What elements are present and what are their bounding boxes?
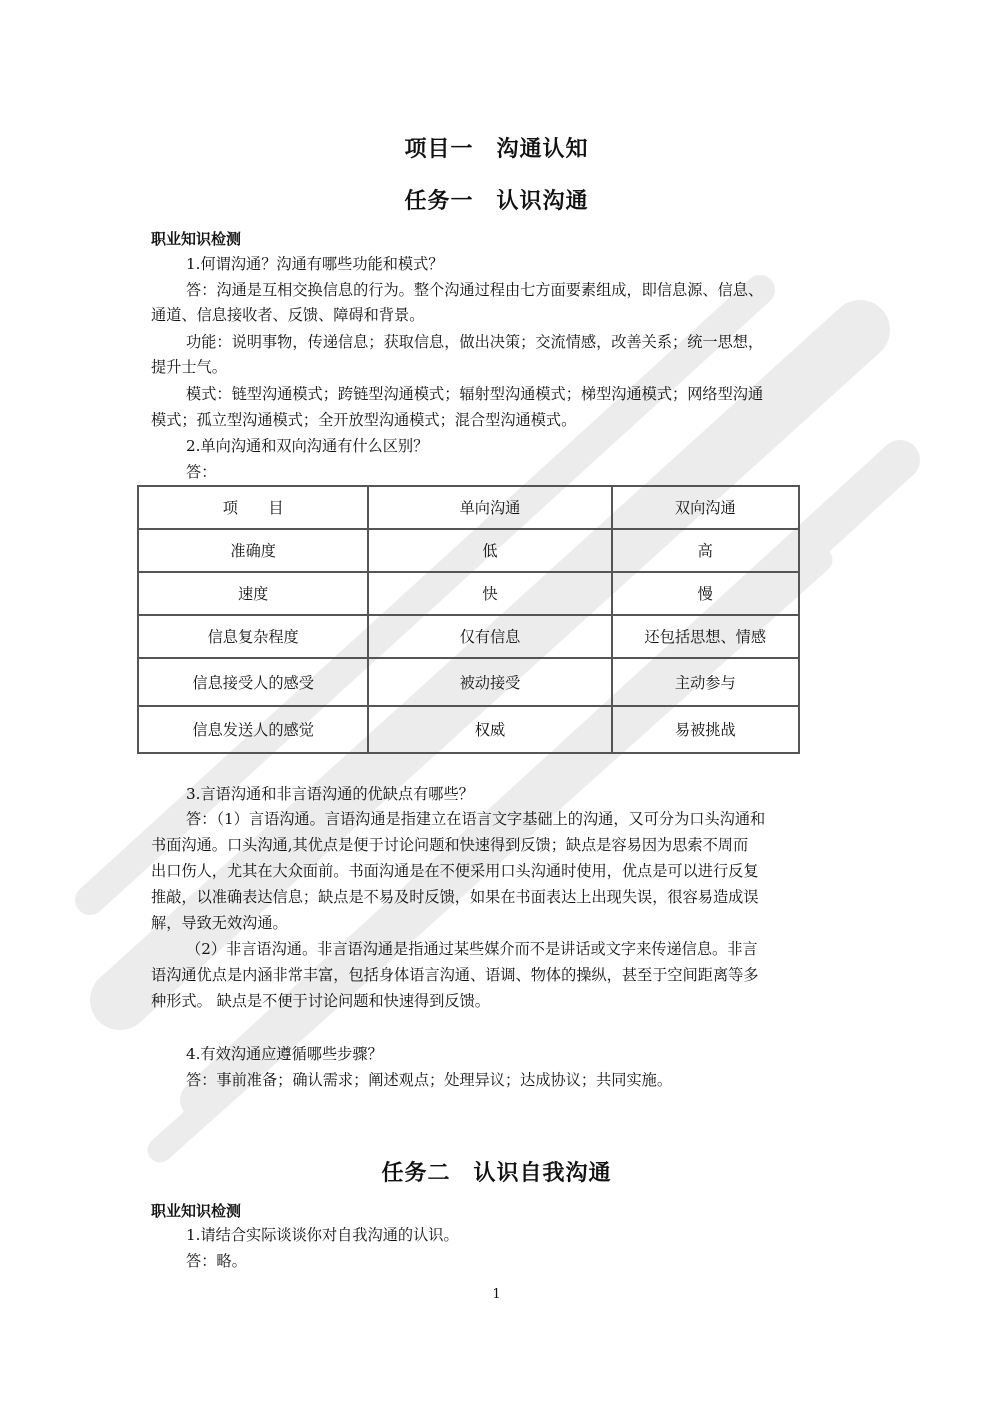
answer-3-line-5: 解，导致无效沟通。 — [151, 914, 288, 932]
table-cell: 信息复杂程度 — [138, 615, 368, 658]
page-number: 1 — [492, 1287, 501, 1302]
answer-3-line-2: 书面沟通。口头沟通,其优点是便于讨论问题和快速得到反馈；缺点是容易因为思索不周而 — [151, 836, 749, 854]
table-cell: 速度 — [138, 572, 368, 615]
table-cell: 信息接受人的感受 — [138, 658, 368, 706]
table-cell: 高 — [612, 529, 799, 572]
question-2: 2.单向沟通和双向沟通有什么区别？ — [186, 437, 429, 455]
table-header-cell: 双向沟通 — [612, 486, 799, 529]
project-title: 项目一 沟通认知 — [404, 137, 589, 162]
table-cell: 准确度 — [138, 529, 368, 572]
answer-2-label: 答： — [186, 463, 217, 481]
table-row — [138, 572, 799, 615]
task2-question-1: 1.请结合实际谈谈你对自我沟通的认识。 — [186, 1226, 459, 1244]
functions-line-1: 功能：说明事物，传递信息；获取信息，做出决策；交流情感，改善关系；统一思想， — [186, 333, 764, 351]
question-1: 1.何谓沟通？沟通有哪些功能和模式？ — [186, 255, 444, 273]
table-cell: 快 — [368, 572, 611, 615]
answer-1-line-2: 通道、信息接收者、反馈、障碍和背景。 — [151, 306, 425, 324]
table-header-cell: 项 目 — [138, 486, 368, 529]
task2-title: 任务二 认识自我沟通 — [381, 1161, 612, 1186]
table-header-row — [138, 486, 799, 529]
question-4: 4.有效沟通应遵循哪些步骤？ — [186, 1045, 383, 1063]
task1-title: 任务一 认识沟通 — [404, 189, 589, 214]
table-cell: 信息发送人的感觉 — [138, 706, 368, 753]
answer-3-line-3: 出口伤人，尤其在大众面前。书面沟通是在不便采用口头沟通时使用，优点是可以进行反复 — [151, 862, 759, 880]
question-3: 3.言语沟通和非言语沟通的优缺点有哪些？ — [186, 785, 474, 803]
table-row — [138, 529, 799, 572]
answer-3-line-6: （2）非言语沟通。非言语沟通是指通过某些媒介而不是讲话或文字来传递信息。非言 — [186, 940, 758, 958]
table-cell: 易被挑战 — [612, 706, 799, 753]
table-row — [138, 706, 799, 753]
table-cell: 仅有信息 — [368, 615, 611, 658]
table-cell: 主动参与 — [612, 658, 799, 706]
answer-4: 答：事前准备；确认需求；阐述观点；处理异议；达成协议；共同实施。 — [186, 1071, 672, 1089]
table-header-cell: 单向沟通 — [368, 486, 611, 529]
table-row — [138, 658, 799, 706]
table-cell: 低 — [368, 529, 611, 572]
table-row — [138, 615, 799, 658]
comparison-table — [137, 485, 800, 754]
answer-3-line-1: 答：（1）言语沟通。言语沟通是指建立在语言文字基础上的沟通，又可分为口头沟通和 — [186, 810, 766, 828]
answer-3-line-7: 语沟通优点是内涵非常丰富，包括身体语言沟通、语调、物体的操纵，甚至于空间距离等多 — [151, 966, 759, 984]
functions-line-2: 提升士气。 — [151, 358, 227, 376]
table-cell: 还包括思想、情感 — [612, 615, 799, 658]
task1-section-heading: 职业知识检测 — [151, 230, 242, 248]
modes-line-2: 模式；孤立型沟通模式；全开放型沟通模式；混合型沟通模式。 — [151, 411, 577, 429]
modes-line-1: 模式：链型沟通模式；跨链型沟通模式；辐射型沟通模式；梯型沟通模式；网络型沟通 — [186, 385, 764, 403]
task2-answer-1: 答：略。 — [186, 1252, 247, 1270]
table-cell: 慢 — [612, 572, 799, 615]
table-cell: 被动接受 — [368, 658, 611, 706]
answer-1-line-1: 答：沟通是互相交换信息的行为。整个沟通过程由七方面要素组成，即信息源、信息、 — [186, 281, 764, 299]
table-cell: 权威 — [368, 706, 611, 753]
answer-3-line-4: 推敲，以准确表达信息；缺点是不易及时反馈，如果在书面表达上出现失误，很容易造成误 — [151, 888, 759, 906]
task2-section-heading: 职业知识检测 — [151, 1202, 242, 1220]
answer-3-line-8: 种形式。 缺点是不便于讨论问题和快速得到反馈。 — [151, 992, 490, 1010]
